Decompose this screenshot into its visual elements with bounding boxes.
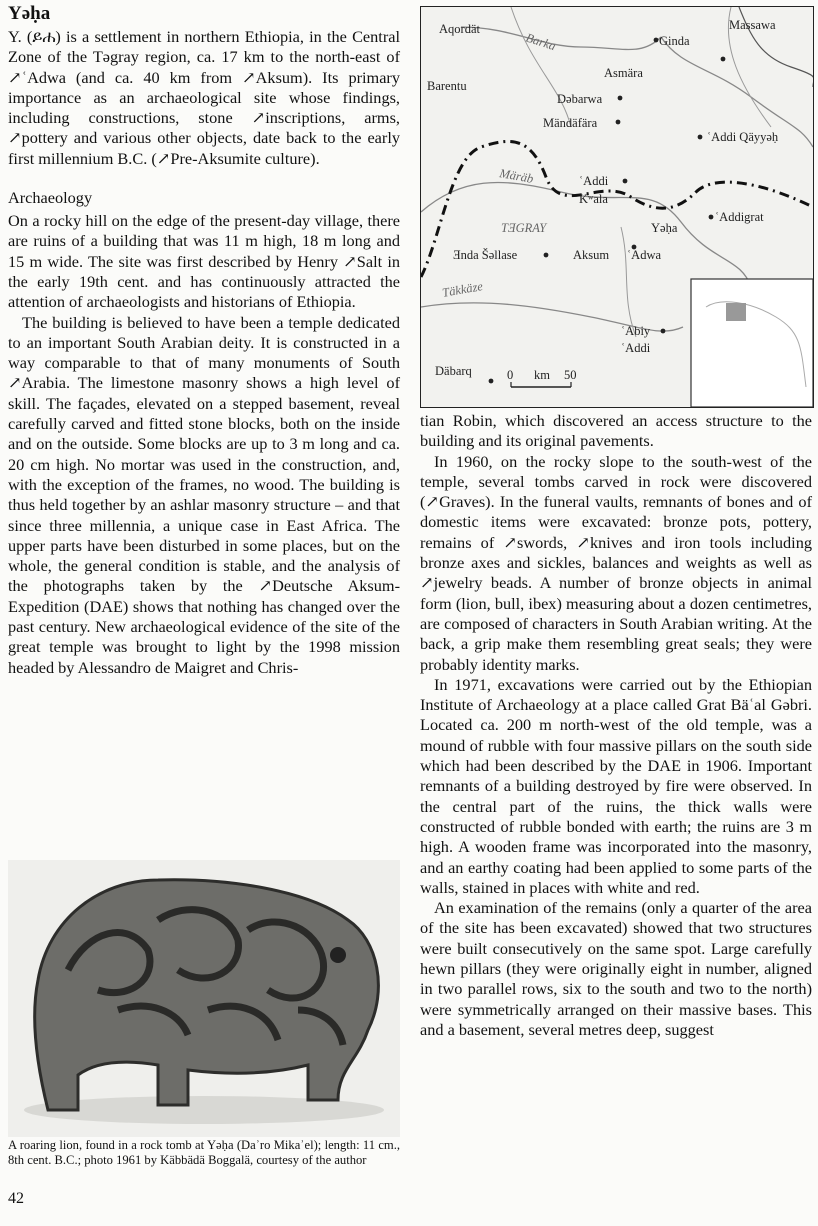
map-scale-start: 0 bbox=[507, 368, 514, 382]
map-place-label: ʿAddi Qäyyəḥ bbox=[707, 130, 779, 144]
map-place-label: ʿAbiy bbox=[621, 324, 651, 338]
map-place-label: Aksum bbox=[573, 248, 610, 262]
map-river-label: Märäb bbox=[498, 166, 535, 186]
section-heading: Archaeology bbox=[8, 188, 93, 208]
map-river-label: Täkkäze bbox=[441, 279, 484, 300]
map-scale-end: 50 bbox=[564, 368, 577, 382]
map-place-label: ʿAdwa bbox=[627, 248, 662, 262]
body-paragraph: An examination of the remains (only a quarter of the area of the site has been excavated) showed that two structures were built consecutively on the same spot. Large carefully hewn pillars (they were originally eight in number, aligned in two parallel rows, six to the south and two to the north) were symmetrically arranged on their massive bases. This and a basement, several metres deep, suggest bbox=[420, 898, 812, 1039]
map-place-label: Kʷala bbox=[579, 192, 608, 206]
map-place-label: ʿAddi bbox=[579, 174, 609, 188]
map-place-label: Mändäfära bbox=[543, 116, 598, 130]
map-place-label: Asmära bbox=[604, 66, 643, 80]
lion-figure-image bbox=[8, 860, 400, 1137]
lion-photo bbox=[8, 860, 400, 1137]
body-paragraph: In 1960, on the rocky slope to the south-west of the temple, several tombs carved in rock were discovered (↗Graves). In the funeral vaults, remnants of bones and of domestic items were excavated: bronze pots, pottery, remains of ↗swords, ↗knives and iron tools including bronze axes and sickles, balances and weights as well as ↗jewelry beads. A number of bronze objects in animal form (lion, bull, ibex) measuring about a dozen centimetres, are composed of characters in South Arabian writing. At the back, a grip make them resembling great seals; they were probably identity marks. bbox=[420, 451, 812, 674]
map-region-label: TƎGRAY bbox=[501, 221, 547, 235]
map-river-label: Barka bbox=[524, 30, 558, 54]
map-place-label: Dəbarwa bbox=[557, 92, 603, 106]
map-drawing bbox=[421, 7, 813, 407]
intro-paragraph: Y. (ይሐ) is a settlement in northern Ethiopia, in the Central Zone of the Təgray region, ca. 17 km to the north-east of ↗ʿAdwa (and ca. 40 km from ↗Aksum). Its primary importance as an archaeological site whose findings, including constructions, stone ↗inscriptions, arms, ↗pottery and various other objects, date back to the early first millennium B.C. (↗Pre-Aksumite culture). bbox=[8, 27, 400, 168]
body-paragraph: The building is believed to have been a temple dedicated to an important South Arabian deity. It is constructed in a way comparable to that of many monuments of South ↗Arabia. The limestone masonry shows a high level of skill. The façades, elevated on a stepped basement, reveal carefully carved and fitted stone blocks, both on the inside and on the outside. Some blocks are up to 3 m long and ca. 20 cm high. No mortar was used in the construction, and, with the exception of the frames, no wood. The building is thus held together by an ashlar masonry structure – and that since three millennia, a unique case in East Africa. The upper parts have been disturbed in some places, but on the whole, the general condition is stable, and the analysis of the photographs taken by the ↗Deutsche Aksum-Expedition (DAE) shows that nothing has changed over the past century. New archaeological evidence of the site of the great temple was brought to light by the 1998 mission headed by Alessandro de Maigret and Chris- bbox=[8, 312, 400, 677]
map-place-label: Barentu bbox=[427, 79, 467, 93]
body-paragraph: In 1971, excavations were carried out by the Ethiopian Institute of Archaeology at a place called Grat Bäʿal Gəbri. Located ca. 200 m north-west of the old temple, was a mound of rubble with four massive pillars on the south side which had been described by the DAE in 1906. Important remnants of a building destroyed by fire were observed. In the central part of the ruins, the thick walls were constructed of rubble bonded with earth; the ruins are 3 m high. A wooden frame was incorporated into the masonry, and an earthy coating had been applied to some parts of the walls, stained in places with white and red. bbox=[420, 674, 812, 897]
body-paragraph: tian Robin, which discovered an access structure to the building and its original pavements. bbox=[420, 411, 812, 451]
map-place-label: ʿAddi bbox=[621, 341, 651, 355]
left-column bbox=[8, 27, 400, 678]
map-figure bbox=[420, 6, 814, 408]
map-place-label: Ǝnda Šəllase bbox=[453, 248, 518, 262]
entry-headword: Yəḥa bbox=[8, 3, 51, 24]
map-place-label: Yəḥa bbox=[651, 221, 678, 235]
map-place-label: Massawa bbox=[729, 18, 776, 32]
page-number: 42 bbox=[8, 1190, 24, 1207]
map-place-label: Däbarq bbox=[435, 364, 472, 378]
map-scale-unit: km bbox=[534, 368, 550, 382]
map-place-label: Ginda bbox=[659, 34, 690, 48]
map-place-label: Aqordät bbox=[439, 22, 480, 36]
photo-caption: A roaring lion, found in a rock tomb at Yəḥa (Daʾro Mikaʾel); length: 11 cm., 8th cent. B.C.; photo 1961 by Käbbädä Boggalä, courtesy of the author bbox=[8, 1138, 400, 1167]
body-paragraph: On a rocky hill on the edge of the present-day village, there are ruins of a building that was 11 m high, 18 m long and 15 m wide. The site was first described by Henry ↗Salt in the early 19th cent. and has continuously attracted the attention of archaeologists and historians of Ethiopia. bbox=[8, 211, 400, 312]
right-column bbox=[420, 411, 812, 1040]
map-place-label: ʿAddigrat bbox=[715, 210, 764, 224]
